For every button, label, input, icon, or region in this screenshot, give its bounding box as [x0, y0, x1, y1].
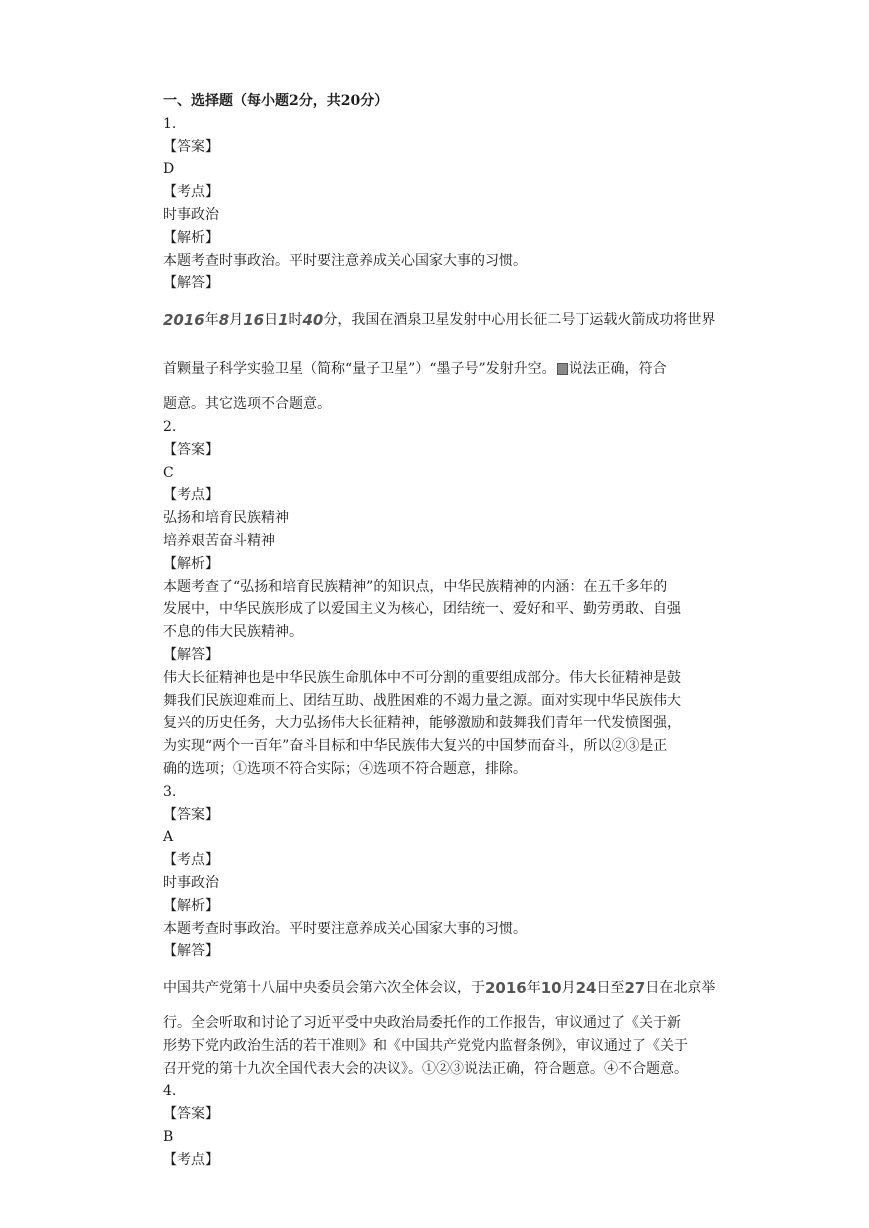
point-item: 培养艰苦奋斗精神 — [163, 532, 275, 549]
date-year: 2016 — [163, 310, 205, 329]
option-marker-icon — [557, 363, 568, 375]
date-unit: 日至 — [596, 979, 625, 996]
solution-text: 确的选项；①选项不符合实际；④选项不符合题意，排除。 — [163, 760, 527, 777]
analysis-text: 本题考查了“弘扬和培育民族精神”的知识点，中华民族精神的内涵：在五千多年的 — [163, 578, 668, 595]
date-unit: 年 — [204, 311, 219, 328]
analysis-label: 【解析】 — [163, 897, 219, 914]
date-unit: 月 — [561, 979, 576, 996]
answer-label: 【答案】 — [163, 441, 219, 458]
answer-value: B — [163, 1129, 174, 1146]
answer-label: 【答案】 — [163, 806, 219, 823]
analysis-text: 不息的伟大民族精神。 — [163, 624, 303, 641]
question-number: 2. — [163, 418, 177, 435]
date-day: 24 — [575, 978, 597, 997]
point-item: 弘扬和培育民族精神 — [163, 510, 289, 527]
solution-label: 【解答】 — [163, 943, 219, 960]
date-minute: 40 — [302, 310, 324, 329]
date-year: 2016 — [485, 978, 527, 997]
point-item: 时事政治 — [163, 206, 219, 223]
point-label: 【考点】 — [163, 1151, 219, 1168]
date-unit: 日 — [264, 311, 279, 328]
date-unit: 时 — [288, 311, 303, 328]
point-item: 时事政治 — [163, 874, 219, 891]
analysis-label: 【解析】 — [163, 555, 219, 572]
point-label: 【考点】 — [163, 487, 219, 504]
date-month: 8 — [218, 310, 230, 329]
solution-text: 行。全会听取和讨论了习近平受中央政治局委托作的工作报告，审议通过了《关于新 — [163, 1015, 681, 1032]
solution-text: 伟大长征精神也是中华民族生命肌体中不可分割的重要组成部分。伟大长征精神是鼓 — [163, 669, 681, 686]
document-page — [163, 90, 743, 1172]
solution-text: 中国共产党第十八届中央委员会第六次全体会议，于 — [163, 979, 485, 996]
date-unit: 年 — [526, 979, 541, 996]
date-unit: 分 — [323, 311, 338, 328]
date-day-end: 27 — [624, 978, 646, 997]
solution-text: ，我国在酒泉卫星发射中心用长征二号丁运载火箭成功将世界 — [337, 311, 716, 328]
date-unit: 月 — [229, 311, 244, 328]
solution-text: 形势下党内政治生活的若干准则》和《中国共产党党内监督条例》，审议通过了《关于 — [163, 1037, 688, 1054]
date-hour: 1 — [278, 310, 289, 329]
solution-text: 为实现“两个一百年”奋斗目标和中华民族伟大复兴的中国梦而奋斗，所以②③是正 — [163, 738, 668, 755]
analysis-text: 本题考查时事政治。平时要注意养成关心国家大事的习惯。 — [163, 252, 527, 269]
section-title: 一、选择题（每小题2分，共20分） — [163, 93, 389, 109]
date-month: 10 — [540, 978, 562, 997]
question-number: 1. — [163, 115, 177, 132]
solution-text: 说法正确，符合 — [568, 360, 667, 377]
answer-value: A — [163, 829, 174, 846]
solution-text: 日在北京举 — [645, 979, 716, 996]
answer-label: 【答案】 — [163, 138, 219, 155]
solution-text: 复兴的历史任务，大力弘扬伟大长征精神，能够激励和鼓舞我们青年一代发愤图强， — [163, 715, 681, 732]
question-number: 3. — [163, 783, 177, 800]
solution-line — [163, 295, 743, 344]
solution-label: 【解答】 — [163, 646, 219, 663]
solution-line — [163, 344, 743, 393]
solution-text: 题意。其它选项不合题意。 — [163, 396, 331, 413]
solution-text: 舞我们民族迎难而上、团结互助、战胜困难的不竭力量之源。面对实现中华民族伟大 — [163, 692, 681, 709]
analysis-label: 【解析】 — [163, 229, 219, 246]
analysis-text: 发展中，中华民族形成了以爱国主义为核心，团结统一、爱好和平、勤劳勇敢、自强 — [163, 601, 681, 618]
answer-value: C — [163, 464, 174, 481]
solution-text: 召开党的第十九次全国代表大会的决议》。①②③说法正确，符合题意。④不合题意。 — [163, 1060, 688, 1077]
date-day: 16 — [243, 310, 265, 329]
solution-line — [163, 963, 743, 1012]
point-label: 【考点】 — [163, 184, 219, 201]
point-label: 【考点】 — [163, 852, 219, 869]
solution-text: 首颗量子科学实验卫星（简称“量子卫星”）“墨子号”发射升空。 — [163, 360, 556, 377]
answer-label: 【答案】 — [163, 1106, 219, 1123]
analysis-text: 本题考查时事政治。平时要注意养成关心国家大事的习惯。 — [163, 920, 527, 937]
answer-value: D — [163, 161, 175, 178]
solution-label: 【解答】 — [163, 275, 219, 292]
question-number: 4. — [163, 1083, 177, 1100]
